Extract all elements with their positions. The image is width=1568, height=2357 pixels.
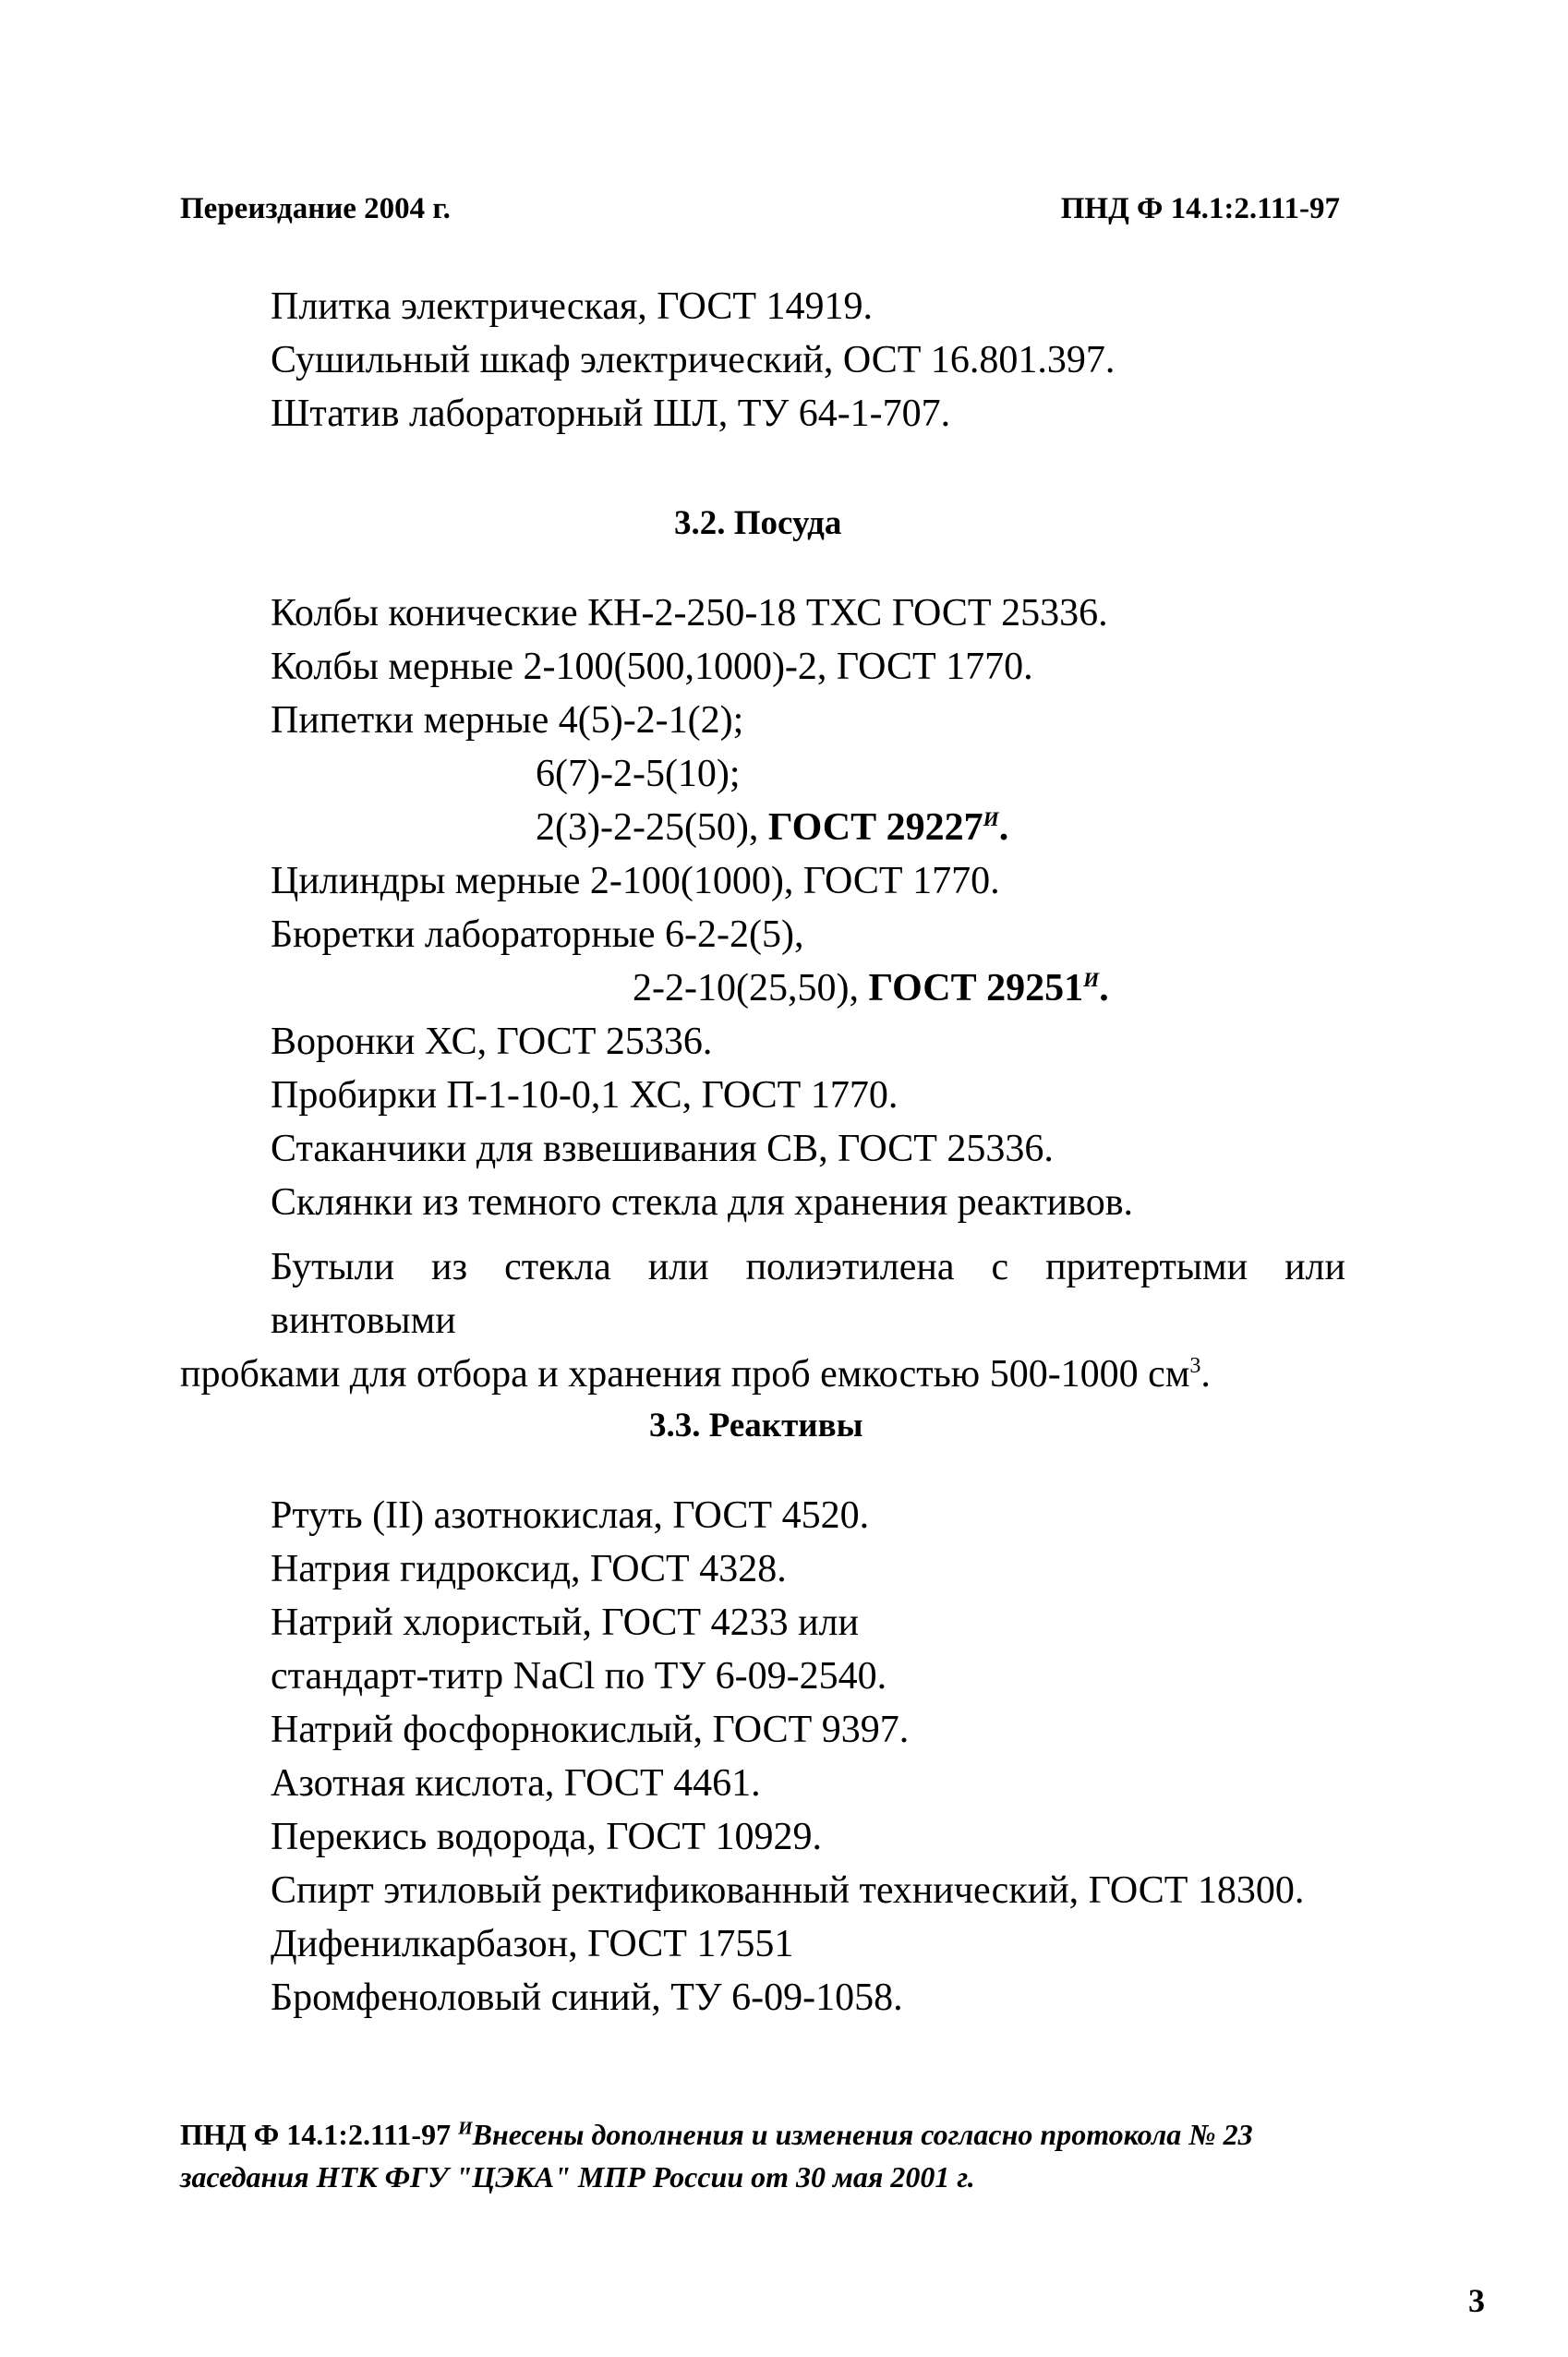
list-item: Дифенилкарбазон, ГОСТ 17551 [271,1923,794,1965]
list-item-continuation: 2-2-10(25,50), ГОСТ $29251^И$. [633,967,1109,1009]
amendment-footnote: ПНД Ф 14.1:2.111-97 $^И$Внесены дополнения и изменения согласно протокола № 23 заседания НТК ФГУ "ЦЭКА" МПР России от 30 мая 2001 г. [180,2118,1253,2194]
list-item: Пипетки мерные 4(5)-2-1(2); [271,699,744,742]
list-item: Бюретки лабораторные 6-2-2(5), [271,913,804,956]
paragraph-line: Бутыли из стекла или полиэтилена с притертыми или винтовыми [271,1246,1345,1342]
list-item: Ртуть (II) азотнокислая, ГОСТ 4520. [271,1494,870,1537]
superscript-cubic: 3 [1189,1354,1201,1378]
list-item: Цилиндры мерные 2-100(1000), ГОСТ 1770. [271,860,1000,902]
page-number: 3 [1468,2282,1485,2319]
list-item: Натрия гидроксид, ГОСТ 4328. [271,1548,787,1590]
amendment-mark: И [1083,968,1100,991]
list-item: Плитка электрическая, ГОСТ 14919. [271,285,874,328]
list-item: Перекись водорода, ГОСТ 10929. [271,1816,823,1858]
list-item: Колбы конические КН-2-250-18 ТХС ГОСТ 25336. [271,592,1108,635]
list-item-continuation: 6(7)-2-5(10); [536,753,741,795]
list-item: стандарт-титр NaCl по ТУ 6-09-2540. [271,1655,887,1698]
list-item: Склянки из темного стекла для хранения реактивов. [271,1181,1134,1224]
paragraph-line: пробками для отбора и хранения проб емкостью 500-1000 $см^3$. [180,1353,1211,1396]
list-item-continuation: 2(3)-2-25(50), ГОСТ $29227^И$. [536,806,1009,849]
list-item: Штатив лабораторный ШЛ, ТУ 64-1-707. [271,393,951,435]
list-item: Азотная кислота, ГОСТ 4461. [271,1762,761,1805]
list-item: Сушильный шкаф электрический, ОСТ 16.801.397. [271,339,1116,381]
section-heading-glassware: 3.2. Посуда [674,504,842,542]
list-item: Воронки ХС, ГОСТ 25336. [271,1021,713,1063]
reissue-note: Переиздание 2004 г. [180,192,451,225]
list-item: Колбы мерные 2-100(500,1000)-2, ГОСТ 1770. [271,646,1033,688]
paragraph-sample-bottles [180,1240,1345,1401]
list-item: Бромфеноловый синий, ТУ 6-09-1058. [271,1976,903,2019]
list-item: Пробирки П-1-10-0,1 ХС, ГОСТ 1770. [271,1074,899,1117]
list-item: Натрий хлористый, ГОСТ 4233 или [271,1602,859,1644]
amendment-mark: И [983,807,999,830]
list-item: Спирт этиловый ректификованный технический, ГОСТ 18300. [271,1869,1305,1912]
amendment-mark: И [458,2118,473,2139]
list-item: Стаканчики для взвешивания СВ, ГОСТ 25336. [271,1128,1054,1170]
document-code: ПНД Ф 14.1:2.111-97 [1060,192,1340,225]
list-item: Натрий фосфорнокислый, ГОСТ 9397. [271,1709,910,1751]
section-heading-reagents: 3.3. Реактивы [649,1407,863,1444]
